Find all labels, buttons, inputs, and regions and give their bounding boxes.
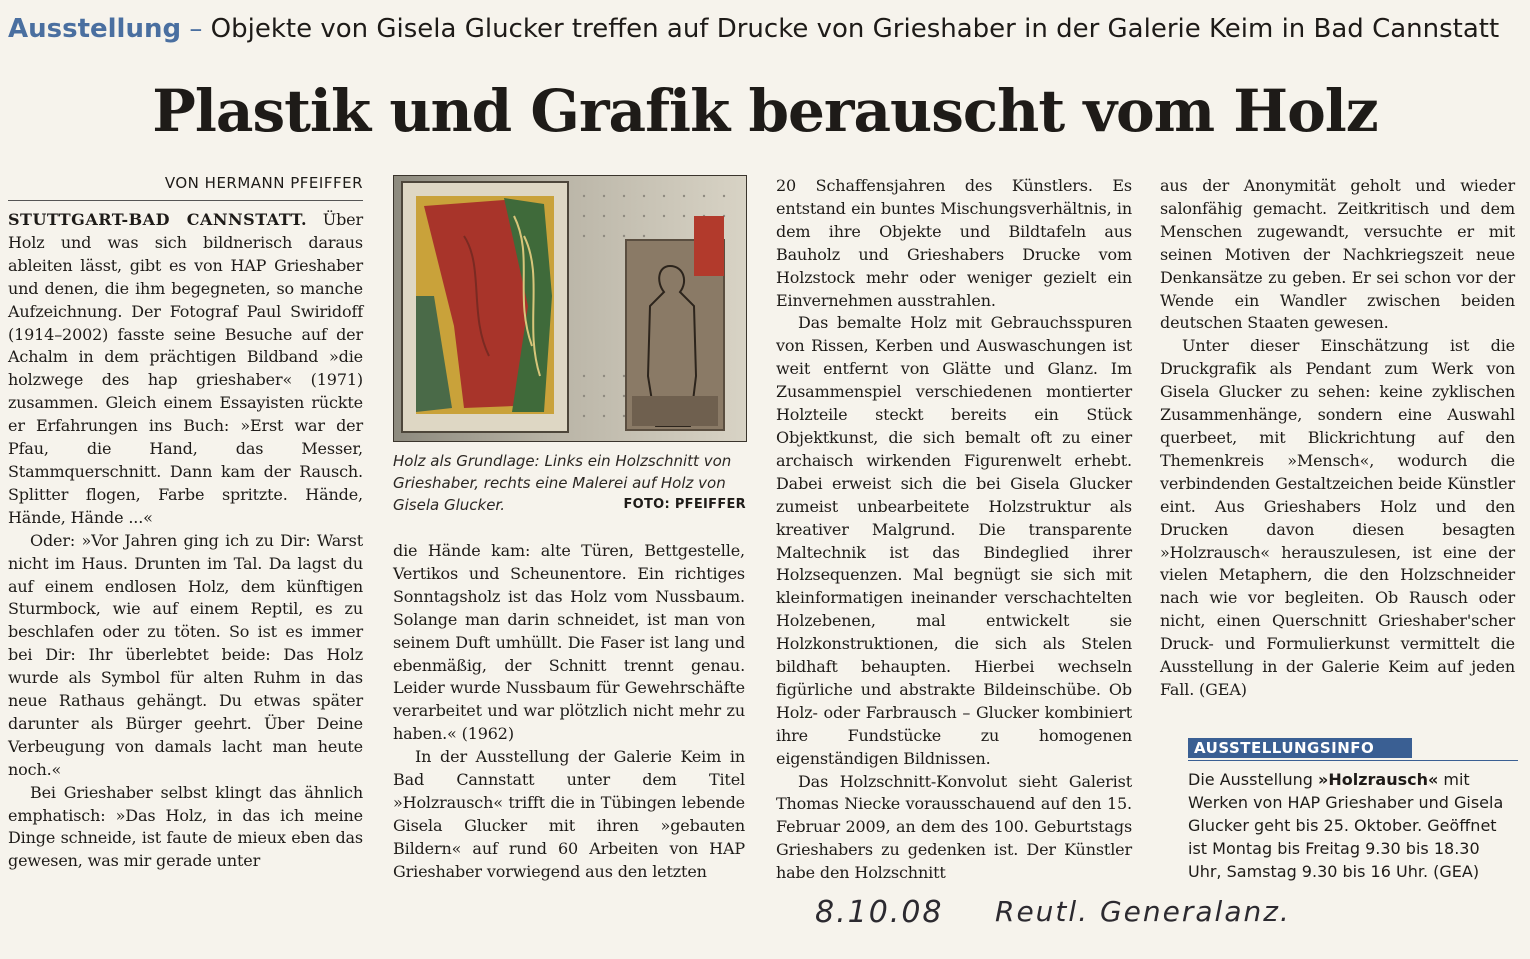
paragraph xyxy=(8,209,363,530)
paragraph: aus der Anonymität geholt und wieder salonfähig gemacht. Zeitkritisch und dem Menschen zugewandt, versuchte er mit seinen Motiven der Nachkriegszeit neue Denkansätze zu geben. Er sei schon vor der Wende ein Wandler zwischen beiden deutschen Staaten gewesen. xyxy=(1160,176,1515,333)
kicker-subtitle: Objekte von Gisela Glucker treffen auf Drucke von Grieshaber in der Galerie Keim in Bad Cannstatt xyxy=(210,14,1500,44)
dateline: STUTTGART-BAD CANNSTATT. xyxy=(8,210,308,229)
info-box-heading: AUSSTELLUNGSINFO xyxy=(1188,738,1412,758)
headline: Plastik und Grafik berauscht vom Holz xyxy=(152,77,1378,145)
kicker-dash: – xyxy=(189,14,203,44)
paragraph-text: Über Holz und was sich bildnerisch daraus ableiten lässt, gibt es von HAP Grieshaber und denen, die ihm begegneten, so manche Aufzeichnung. Der Fotograf Paul Swiridoff (1914–2002) fasste seine Besuche auf der Achalm in dem prächtigen Bildband »die holzwege des hap grieshaber« (1971) zusammen. Gleich einem Essayisten rückte er Erfahrungen ins Buch: »Erst war der Pfau, die Hand, das Messer, Stammquerschnitt. Dann kam der Rausch. Splitter flogen, Farbe spritzte. Hände, Hände, Hände ...« xyxy=(8,210,363,527)
photo-credit: FOTO: PFEIFFER xyxy=(623,497,746,512)
info-box-rule xyxy=(1188,760,1518,761)
paragraph: Das bemalte Holz mit Gebrauchsspuren von Rissen, Kerben und Auswaschungen ist weit entfernt von Glätte und Glanz. Im Zusammenspiel verschiedenen montierter Holzteile steckt bereits ein Stück Objektkunst, die sich bemalt oft zu einer archaisch wirkenden Figurenwelt erhebt. Dabei erweist sich die bei Gisela Glucker zumeist unbearbeitete Holzstruktur als kreativer Malgrund. Die transparente Maltechnik ist das Bindeglied ihrer Holzsequenzen. Mal begnügt sie sich mit kleinformatigen ineinander verschachtelten Holzebenen, mal entwickelt sie Holzkonstruktionen, die sich als Stelen bildhaft behaupten. Hierbei wechseln figürliche und abstrakte Bildeinschübe. Ob Holz- oder Farbrausch – Glucker kombiniert ihre Fundstücke zu homogenen eigenständigen Bildnissen. xyxy=(776,313,1132,768)
paragraph: Oder: »Vor Jahren ging ich zu Dir: Warst nicht im Haus. Drunten im Tal. Da lagst du auf einem endlosen Holz, dem künftigen Sturmbock, wie auf einem Reptil, es zu beschlafen oder zu töten. So ist es immer bei Dir: Ihr überlebtet beide: Das Holz wurde als Symbol für alten Ruhm in das neue Rathaus gehängt. Du etwas später darunter als Bürger geehrt. Über Deine Verbeugung von damals lacht man heute noch.« xyxy=(8,530,363,779)
photo-artwork xyxy=(394,176,746,441)
info-text-pre: Die Ausstellung xyxy=(1188,770,1318,789)
article-column-3 xyxy=(776,175,1132,885)
handwritten-source: Reutl. Generalanz. xyxy=(995,895,1291,928)
paragraph: die Hände kam: alte Türen, Bettgestelle, Vertikos und Scheunentore. Ein richtiges Sonntagsholz ist das Holz vom Nussbaum. Solange man darin schneidet, ist man von seinem Duft umhüllt. Die Faser ist lang und ebenmäßig, der Schnitt trennt genau. Leider wurde Nussbaum für Gewehrschäfte verarbeitet und war plötzlich nicht mehr zu haben.« (1962) xyxy=(393,541,745,744)
paragraph: Unter dieser Einschätzung ist die Druckgrafik als Pendant zum Werk von Gisela Glucker zu sehen: keine zyklischen Zusammenhänge, sondern eine Auswahl querbeet, mit Blickrichtung auf den Themenkreis »Mensch«, wodurch die verbindenden Gestaltzeichen beide Künstler eint. Aus Grieshabers Holz und den Drucken davon diesen besagten »Holzrausch« herauszulesen, ist eine der vielen Metaphern, die den Holzschneider nach wie vor begleiten. Ob Rausch oder nicht, einen Querschnitt Grieshaber'scher Druck- und Formulierkunst vermittelt die Ausstellung in der Galerie Keim auf jeden Fall. (GEA) xyxy=(1160,336,1515,699)
kicker xyxy=(8,12,1522,46)
article-column-4 xyxy=(1160,175,1515,702)
article-photo xyxy=(393,175,747,442)
paragraph: Bei Grieshaber selbst klingt das ähnlich emphatisch: »Das Holz, in das ich meine Dinge schneide, ist faute de mieux eben das gewesen, was mir gerade unter xyxy=(8,782,363,871)
photo-caption: Holz als Grundlage: Links ein Holzschnitt von Grieshaber, rechts eine Malerei auf Holz von Gisela Glucker. xyxy=(393,452,732,514)
wood-painting xyxy=(626,216,724,430)
byline: VON HERMANN PFEIFFER xyxy=(8,172,363,201)
woodcut-print xyxy=(402,182,568,432)
paragraph: Das Holzschnitt-Konvolut sieht Galerist Thomas Niecke vorausschauend auf den 15. Februar 2009, an dem des 100. Geburtstags Grieshabers zu gedenken ist. Der Künstler habe den Holzschnitt xyxy=(776,771,1132,883)
paragraph: 20 Schaffensjahren des Künstlers. Es entstand ein buntes Mischungsverhältnis, in dem ihre Objekte und Bildtafeln aus Bauholz und Grieshabers Drucke vom Holzstock mehr oder weniger gezielt ein Einvernehmen ausstrahlen. xyxy=(776,176,1132,310)
rubric-label: Ausstellung xyxy=(8,14,182,44)
article-column-1 xyxy=(8,172,363,873)
article-column-2 xyxy=(393,540,745,884)
handwritten-date: 8.10.08 xyxy=(815,895,944,930)
info-text-bold: »Holzrausch« xyxy=(1317,770,1439,789)
info-text-post: mit Werken von HAP Grieshaber und Gisela Glucker geht bis 25. Oktober. Geöffnet ist Montag bis Freitag 9.30 bis 18.30 Uhr, Samstag 9.30 bis 16 Uhr. (GEA) xyxy=(1188,770,1504,881)
paragraph: In der Ausstellung der Galerie Keim in Bad Cannstatt unter dem Titel »Holzrausch« trifft die in Tübingen lebende Gisela Glucker mit ihren »gebauten Bildern« auf rund 60 Arbeiten von HAP Grieshaber vorwiegend aus den letzten xyxy=(393,747,745,881)
info-box-text xyxy=(1188,768,1518,883)
